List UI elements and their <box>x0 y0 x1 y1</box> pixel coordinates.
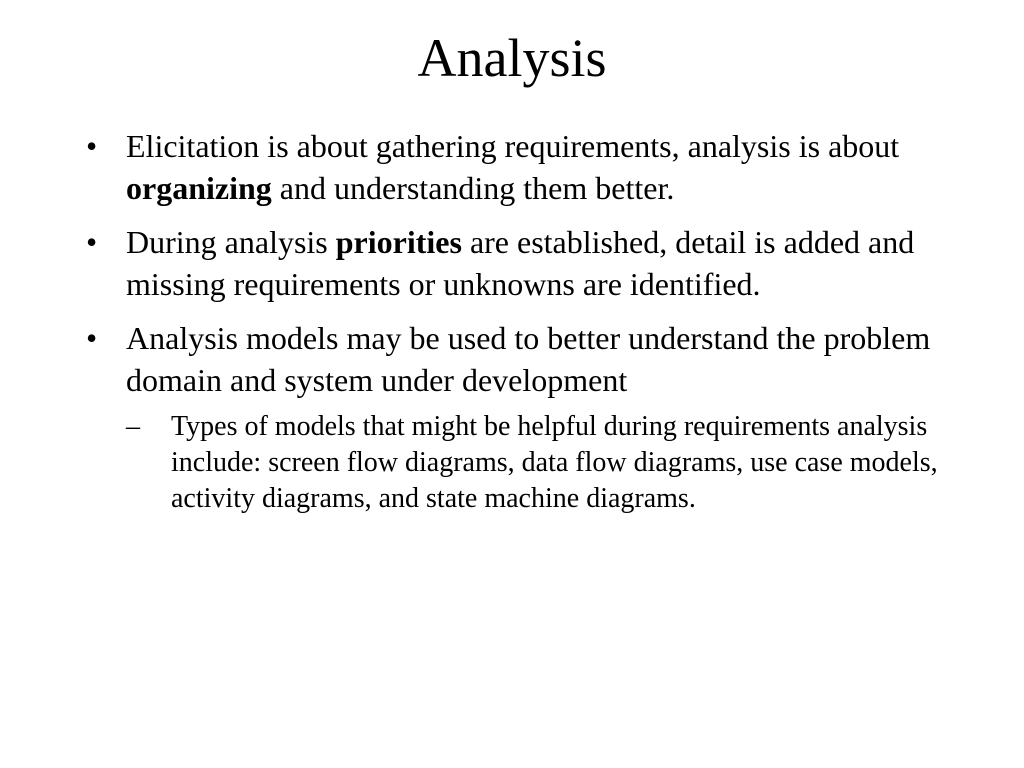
bullet-marker: • <box>86 224 98 260</box>
bullet-marker: • <box>86 128 98 164</box>
bullet-emphasis: organizing <box>126 170 272 206</box>
bullet-text: Analysis models may be used to better understand the problem domain and system under development <box>126 320 931 398</box>
slide-title: Analysis <box>417 28 607 88</box>
bullet-text: Elicitation is about gathering requirements, analysis is about <box>126 128 900 164</box>
bullet-marker: • <box>86 320 98 356</box>
sub-bullet-item-1 <box>126 409 956 517</box>
bullet-item-2 <box>86 221 956 305</box>
bullet-list <box>86 125 956 517</box>
bullet-item-1 <box>86 125 956 209</box>
bullet-text: are established, detail is added and missing requirements or unknowns are identified. <box>126 224 915 302</box>
bullet-text: and understanding them better. <box>271 170 675 206</box>
bullet-item-3 <box>86 317 956 401</box>
bullet-emphasis: priorities <box>335 224 462 260</box>
sub-bullet-marker: – <box>126 411 140 442</box>
bullet-text: During analysis <box>126 224 336 260</box>
sub-bullet-text: Types of models that might be helpful during requirements analysis include: screen flow diagrams, data flow diagrams, use case models, activity diagrams, and state machine diagrams. <box>171 411 938 514</box>
